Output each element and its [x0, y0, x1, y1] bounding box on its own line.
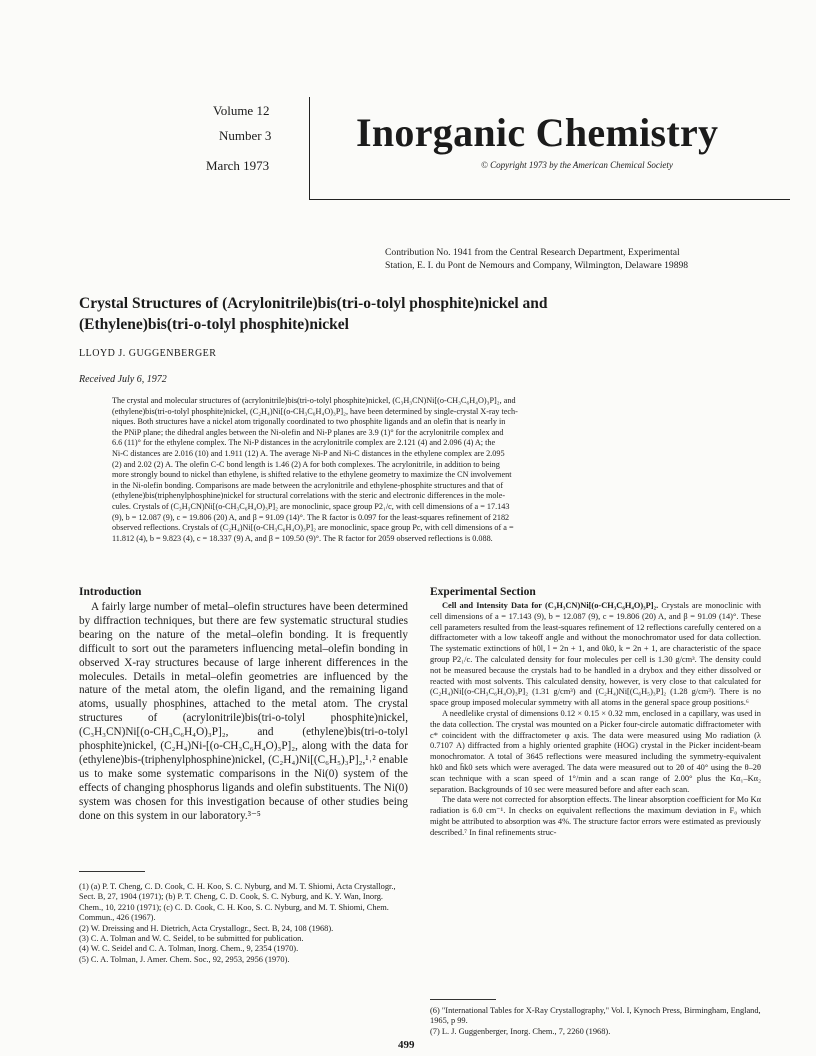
abstract-line: (ethylene)bis(triphenylphosphine)nickel for structural correlations with the steric and electronic differences in the mole-: [112, 491, 506, 501]
author: LLOYD J. GUGGENBERGER: [79, 348, 217, 359]
contribution-line-2: Station, E. I. du Pont de Nemours and Company, Wilmington, Delaware 19898: [385, 260, 689, 271]
introduction-paragraph: A fairly large number of metal–olefin structures have been determined by diffraction techniques, but there are few systematic structural studies bearing on the nature of the metal–olefin bonding. It is frequently difficult to sort out the parameters influencing metal–olefin bonding in observed X-ray structures because of large inherent differences in the molecules. Details in metal–olefin geometries are influenced by the nature of the metal atom, the olefin ligand, and the remaining ligand atoms, usually phosphines, attached to the metal atom. The crystal structures of (acrylonitrile)bis(tri-o-tolyl phosphite)nickel, (C₃H₃CN)Ni[(o-CH₃C₆H₄O)₃P]₂, and (ethylene)bis(tri-o-tolyl phosphite)nickel, (C₂H₄)Ni-[(o-CH₃C₆H₄O)₃P]₂, along with the data for (ethylene)bis-(triphenylphosphine)nickel, (C₂H₄)Ni[(C₆H₅)₃P]₂,¹˒² enable us to make some systematic comparisons in the Ni(0) system of the effects of changing phosphorus ligands and olefin substituents. The Ni(0) system was chosen for this investigation because of other studies being done on this system in our laboratory.³⁻⁵: [79, 601, 408, 822]
contribution-line-1: Contribution No. 1941 from the Central Research Department, Experimental: [385, 247, 680, 258]
abstract-line: (9), b = 12.087 (9), c = 19.806 (20) A, and β = 91.09 (14)°. The R factor is 0.097 for the least-squares refinement of 2182: [112, 512, 510, 522]
abstract-line: cules. Crystals of (C₃H₃CN)Ni[(o-CH₃C₆H₄O)₃P]₂ are monoclinic, space group P2₁/c, with cell dimensions of a = 17.143: [112, 501, 510, 511]
abstract-line: 11.812 (4), b = 9.823 (4), c = 18.337 (9) A, and β = 109.50 (9)°. The R factor for 2059 observed reflections is 0.088.: [112, 533, 493, 543]
introduction-body: [79, 601, 408, 824]
footnote: (7) L. J. Guggenberger, Inorg. Chem., 7, 2260 (1968).: [430, 1026, 611, 1036]
footnote: (4) W. C. Seidel and C. A. Tolman, Inorg. Chem., 9, 2354 (1970).: [79, 944, 299, 954]
footnote: (3) C. A. Tolman and W. C. Seidel, to be submitted for publication.: [79, 934, 304, 944]
experimental-body: [430, 601, 761, 839]
experimental-paragraph-3: The data were not corrected for absorption effects. The linear absorption coefficient for Mo Kα radiation is 6.0 cm⁻¹. In checks on equivalent reflections the maximum deviation in F₀ which might be attributed to absorption was 4%. The structure factor errors were estimated as previously described.⁷ In final refinements struc-: [430, 795, 761, 837]
issue-number: Number 3: [219, 128, 272, 143]
abstract-line: The crystal and molecular structures of (acrylonitrile)bis(tri-o-tolyl phosphite)nickel, (C₃H₃CN)Ni[(o-CH₃C₆H₄O)₃P]₂, and: [112, 396, 516, 405]
abstract: [112, 396, 760, 544]
abstract-line: observed reflections. Crystals of (C₂H₄)Ni[(o-CH₃C₆H₄O)₃P]₂ are monoclinic, space group Pc, with cell dimensions of a =: [112, 523, 514, 533]
footnote: (1) (a) P. T. Cheng, C. D. Cook, C. H. Koo, S. C. Nyburg, and M. T. Shiomi, Acta Crystallogr., Sect. B, 27, 1904 (1971); (b) P. T. Cheng, C. D. Cook, S. C. Nyburg, and K. Y. Wan, Inorg. Chem., 10, 2210 (1971); (c) C. D. Cook, C. H. Koo, S. C. Nyburg, and M. T. Shiomi, Chem. Commun., 426 (1967).: [79, 882, 396, 923]
introduction-heading: Introduction: [79, 586, 142, 598]
paper-title-line-1: Crystal Structures of (Acrylonitrile)bis(tri-o-tolyl phosphite)nickel and: [79, 295, 548, 312]
footnote-rule: [430, 999, 496, 1000]
cell-data-subheading: Cell and Intensity Data for (C₃H₃CN)Ni[(o-CH₃C₆H₄O)₃P]₂.: [442, 601, 659, 610]
abstract-line: the PNiP plane; the dihedral angles between the Ni-olefin and Ni-P planes are 3.9 (1)° for the acrylonitrile complex and: [112, 427, 504, 437]
footnote: (6) "International Tables for X-Ray Crystallography," Vol. I, Kynoch Press, Birmingham, England, 1965, p 99.: [430, 1006, 761, 1026]
abstract-line: 6.6 (11)° for the ethylene complex. The Ni-P distances in the acrylonitrile complex are 2.121 (4) and 2.096 (4) A; the: [112, 438, 496, 448]
abstract-line: Ni-C distances are 2.016 (10) and 1.911 (12) A. The average Ni-P and Ni-C distances in the ethylene complex are 2.095: [112, 448, 505, 458]
issue-date: March 1973: [206, 158, 270, 173]
abstract-line: more strongly bound to nickel than ethylene, is shifted relative to the ethylene geometry to maximize the CN involvement: [112, 470, 512, 480]
paper-title-line-2: (Ethylene)bis(tri-o-tolyl phosphite)nickel: [79, 316, 349, 333]
experimental-paragraph-2: A needlelike crystal of dimensions 0.12 × 0.15 × 0.32 mm, enclosed in a capillary, was used in the data collection. The crystal was mounted on a Picker four-circle automatic diffractometer with c* coincident with the diffractometer φ axis. The data were measured using Mo radiation (λ 0.7107 A) diffracted from a highly oriented graphite (HOG) crystal in the Picker incident-beam monochromator. A total of 3645 reflections were measured including the symmetry-equivalent hk0 and h̄k0 sets which were averaged. The data were measured out to 2θ of 40° using the θ–2θ scan technique with a scan speed of 1°/min and a scan range of 2.00° plus the Kα₁–Kα₂ separation. Backgrounds of 10 sec were measured before and after each scan.: [430, 708, 761, 794]
page-number: 499: [398, 1039, 415, 1051]
experimental-text-1: Crystals are monoclinic with cell dimensions of a = 17.143 (9), b = 12.087 (9), c = 19.806 (20) A, and β = 91.09 (14)°. These cell parameters resulted from the least-squares refinement of 12 reflections carefully centered on a diffractometer with a low takeoff angle and without the monochromator used for data collection. The systematic extinctions of h0l, l = 2n + 1, and 0k0, k = 2n + 1, are characteristic of the space group P2₁/c. The calculated density for four molecules per cell is 1.30 g/cm³. The density could not be measured because the crystals had to be handled in a drybox and they either dissolved or reacted with most solvents. This calculated density, however, is very close to that calculated for (C₂H₄)Ni[(o-CH₃C₆H₄O)₃P]₂ (1.31 g/cm³) and (C₂H₄)Ni[(C₆H₅)₃P]₂ (1.28 g/cm³). There is no space group imposed molecular symmetry with all atoms in the general space group positions.⁶: [430, 601, 761, 708]
journal-title: Inorganic Chemistry: [356, 110, 719, 155]
abstract-line: niques. Both structures have a nickel atom trigonally coordinated to two phosphite ligands and an olefin that is nearly in: [112, 417, 506, 427]
footnote-rule: [79, 871, 145, 872]
abstract-line: (ethylene)bis(tri-o-tolyl phosphite)nickel, (C₂H₄)Ni[(o-CH₃C₆H₄O)₃P]₂, have been determined by single-crystal X-ray tech-: [112, 406, 518, 416]
footnotes-left: [79, 882, 408, 965]
volume: Volume 12: [213, 103, 270, 118]
experimental-heading: Experimental Section: [430, 586, 536, 598]
footnote: (5) C. A. Tolman, J. Amer. Chem. Soc., 92, 2953, 2956 (1970).: [79, 954, 290, 964]
copyright: © Copyright 1973 by the American Chemical Society: [481, 160, 673, 170]
footnote: (2) W. Dreissing and H. Dietrich, Acta Crystallogr., Sect. B, 24, 108 (1968).: [79, 923, 334, 933]
footnotes-right: [430, 1006, 761, 1037]
abstract-line: (2) and 2.02 (2) A. The olefin C-C bond length is 1.46 (2) A for both complexes. The acrylonitrile, in addition to being: [112, 459, 500, 469]
abstract-line: in the Ni-olefin bonding. Comparisons are made between the acrylonitrile and ethylene-phosphite structures and that of: [112, 480, 504, 490]
experimental-paragraph-1: [430, 601, 761, 709]
received-date: Received July 6, 1972: [79, 374, 167, 385]
